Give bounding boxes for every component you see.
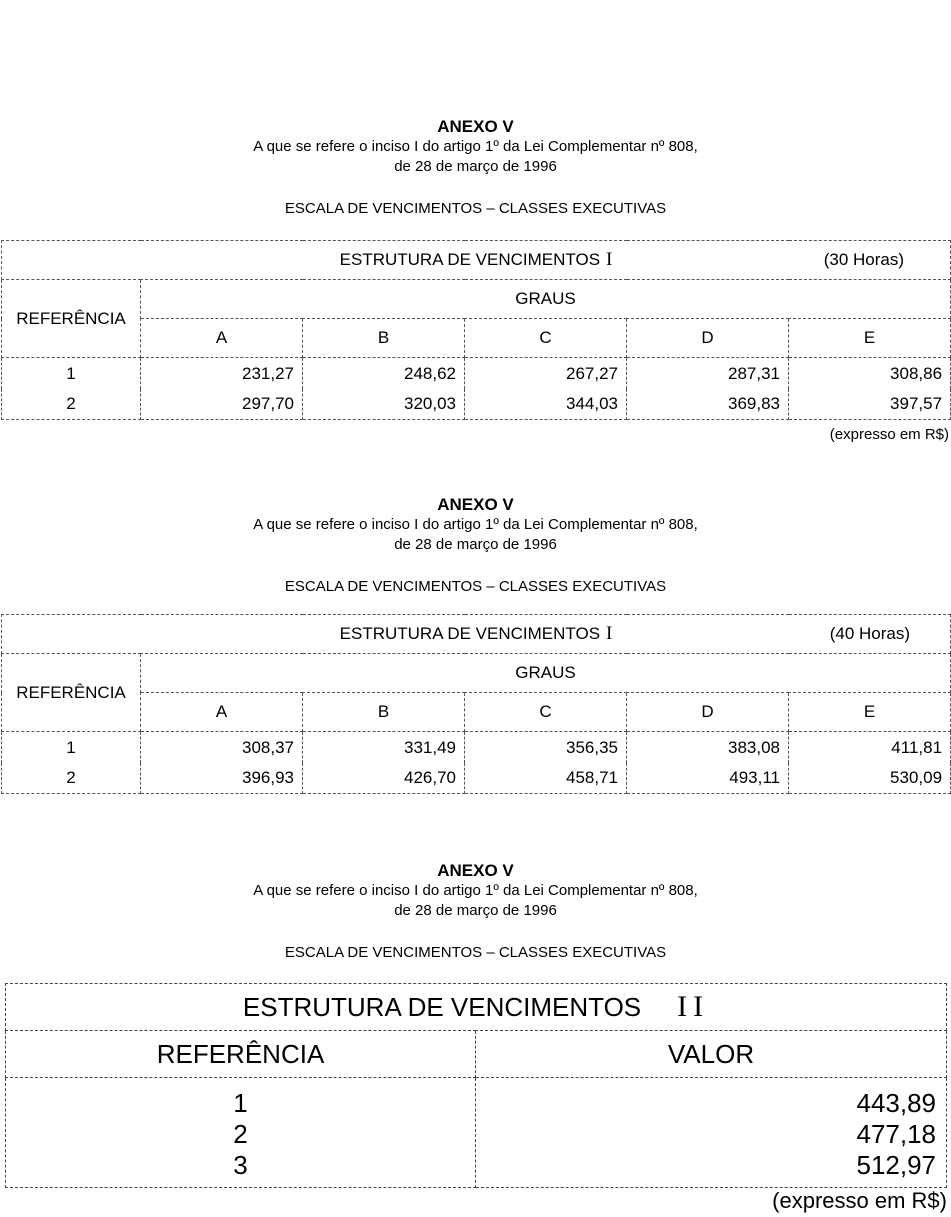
structure-title: ESTRUTURA DE VENCIMENTOS	[242, 992, 642, 1022]
section-2-header	[0, 495, 951, 597]
structure-roman-numeral: I	[606, 623, 613, 644]
structure-title: ESTRUTURA DE VENCIMENTOS	[339, 250, 601, 269]
salary-value: 411,81	[789, 732, 951, 763]
grade-header: B	[303, 319, 465, 358]
reference-header: REFERÊNCIA	[6, 1031, 476, 1078]
salary-value: 287,31	[627, 358, 789, 389]
row-reference: 1	[2, 358, 141, 389]
grade-header: D	[627, 319, 789, 358]
grade-header: C	[465, 693, 627, 732]
grade-header: B	[303, 693, 465, 732]
salary-value: 397,57	[789, 389, 951, 420]
salary-value: 267,27	[465, 358, 627, 389]
salary-scale-title: ESCALA DE VENCIMENTOS – CLASSES EXECUTIVAS	[284, 578, 667, 595]
table-title-cell	[2, 241, 951, 280]
salary-value: 320,03	[303, 389, 465, 420]
salary-value: 493,11	[627, 763, 789, 794]
table-row	[2, 389, 951, 420]
table-row	[2, 358, 951, 389]
reference-header: REFERÊNCIA	[2, 654, 141, 732]
row-reference: 2	[2, 389, 141, 420]
salary-scale-title: ESCALA DE VENCIMENTOS – CLASSES EXECUTIVAS	[284, 200, 667, 217]
salary-table-30h	[1, 240, 951, 420]
annex-date-line: de 28 de março de 1996	[394, 536, 557, 553]
annex-date-line: de 28 de março de 1996	[394, 902, 557, 919]
salary-table-structure-ii	[5, 983, 947, 1188]
currency-note: (expresso em R$)	[772, 1188, 947, 1213]
salary-value: 297,70	[141, 389, 303, 420]
salary-value: 231,27	[141, 358, 303, 389]
list-item: 477,18	[856, 1119, 937, 1149]
annex-reference-line: A que se refere o inciso I do artigo 1º da Lei Complementar nº 808,	[253, 882, 698, 899]
grade-header: A	[141, 319, 303, 358]
annex-reference-line: A que se refere o inciso I do artigo 1º da Lei Complementar nº 808,	[253, 138, 698, 155]
annex-title: ANEXO V	[437, 861, 514, 880]
list-item: 512,97	[856, 1150, 937, 1180]
grade-header: E	[789, 319, 951, 358]
row-reference: 1	[2, 732, 141, 763]
list-item: 3	[233, 1150, 248, 1180]
salary-value: 308,37	[141, 732, 303, 763]
salary-value: 344,03	[465, 389, 627, 420]
table-title-cell	[2, 615, 951, 654]
salary-value: 248,62	[303, 358, 465, 389]
salary-value: 530,09	[789, 763, 951, 794]
salary-value: 369,83	[627, 389, 789, 420]
value-list	[476, 1078, 947, 1188]
value-header: VALOR	[476, 1031, 947, 1078]
section-1-header	[0, 117, 951, 219]
salary-value: 308,86	[789, 358, 951, 389]
grade-header: C	[465, 319, 627, 358]
hours-label: (40 Horas)	[829, 624, 911, 643]
table-title-cell	[6, 984, 947, 1031]
salary-value: 356,35	[465, 732, 627, 763]
currency-note: (expresso em R$)	[829, 426, 949, 443]
reference-header: REFERÊNCIA	[2, 280, 141, 358]
salary-value: 426,70	[303, 763, 465, 794]
annex-title: ANEXO V	[437, 117, 514, 136]
row-reference: 2	[2, 763, 141, 794]
salary-value: 383,08	[627, 732, 789, 763]
table-row	[2, 763, 951, 794]
grade-header: E	[789, 693, 951, 732]
salary-table-40h	[1, 614, 951, 794]
salary-value: 396,93	[141, 763, 303, 794]
salary-value: 331,49	[303, 732, 465, 763]
annex-date-line: de 28 de março de 1996	[394, 158, 557, 175]
table-row	[2, 732, 951, 763]
salary-value: 458,71	[465, 763, 627, 794]
annex-reference-line: A que se refere o inciso I do artigo 1º da Lei Complementar nº 808,	[253, 516, 698, 533]
structure-title: ESTRUTURA DE VENCIMENTOS	[339, 624, 601, 643]
list-item: 1	[233, 1088, 248, 1118]
salary-scale-title: ESCALA DE VENCIMENTOS – CLASSES EXECUTIVAS	[284, 944, 667, 961]
graus-header: GRAUS	[141, 654, 951, 693]
list-item: 443,89	[856, 1088, 937, 1118]
graus-header: GRAUS	[141, 280, 951, 319]
list-item: 2	[233, 1119, 248, 1149]
grade-header: A	[141, 693, 303, 732]
reference-list	[6, 1078, 476, 1188]
section-3-header	[0, 861, 951, 963]
annex-title: ANEXO V	[437, 495, 514, 514]
structure-roman-numeral: I	[606, 249, 613, 270]
grade-header: D	[627, 693, 789, 732]
structure-roman-numeral: II	[677, 990, 710, 1023]
hours-label: (30 Horas)	[823, 250, 905, 269]
